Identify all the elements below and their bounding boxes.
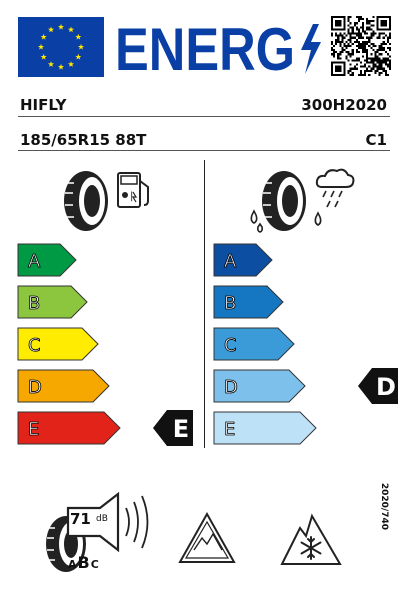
- tyre-size: 185/65R15 88T: [20, 131, 147, 149]
- grade-label-e: E: [224, 419, 236, 440]
- noise-class-a: A: [68, 558, 78, 571]
- grade-label-c: C: [28, 335, 41, 356]
- regulation-number: 2020/740: [379, 482, 389, 530]
- snowflake-mountain-icon: [278, 508, 344, 568]
- grade-label-b: B: [224, 293, 237, 314]
- grade-label-c: C: [224, 335, 237, 356]
- tyre-speaker-icon: [40, 488, 160, 578]
- grade-bar-a: [214, 244, 272, 276]
- rating-marker-letter: D: [376, 373, 396, 401]
- noise-class-b: B: [77, 553, 91, 572]
- grade-label-a: A: [224, 251, 237, 272]
- grade-label-b: B: [28, 293, 41, 314]
- noise-value: 71: [70, 510, 91, 528]
- brand-name: HIFLY: [20, 96, 67, 114]
- noise-unit: dB: [96, 514, 108, 524]
- grade-label-d: D: [224, 377, 238, 398]
- tyre-class: C1: [365, 131, 387, 149]
- svg-text:|: |: [130, 191, 134, 202]
- rating-marker-letter: E: [172, 415, 190, 443]
- model-name: 300H2020: [301, 96, 387, 114]
- grade-label-d: D: [28, 377, 42, 398]
- noise-class-letters: [68, 553, 100, 572]
- energy-logo-text: ENERG: [115, 20, 295, 76]
- mountain-icon: [176, 510, 238, 566]
- grade-bar-a: [18, 244, 76, 276]
- noise-class-c: C: [90, 558, 100, 571]
- grade-label-e: E: [28, 419, 40, 440]
- grade-label-a: A: [28, 251, 41, 272]
